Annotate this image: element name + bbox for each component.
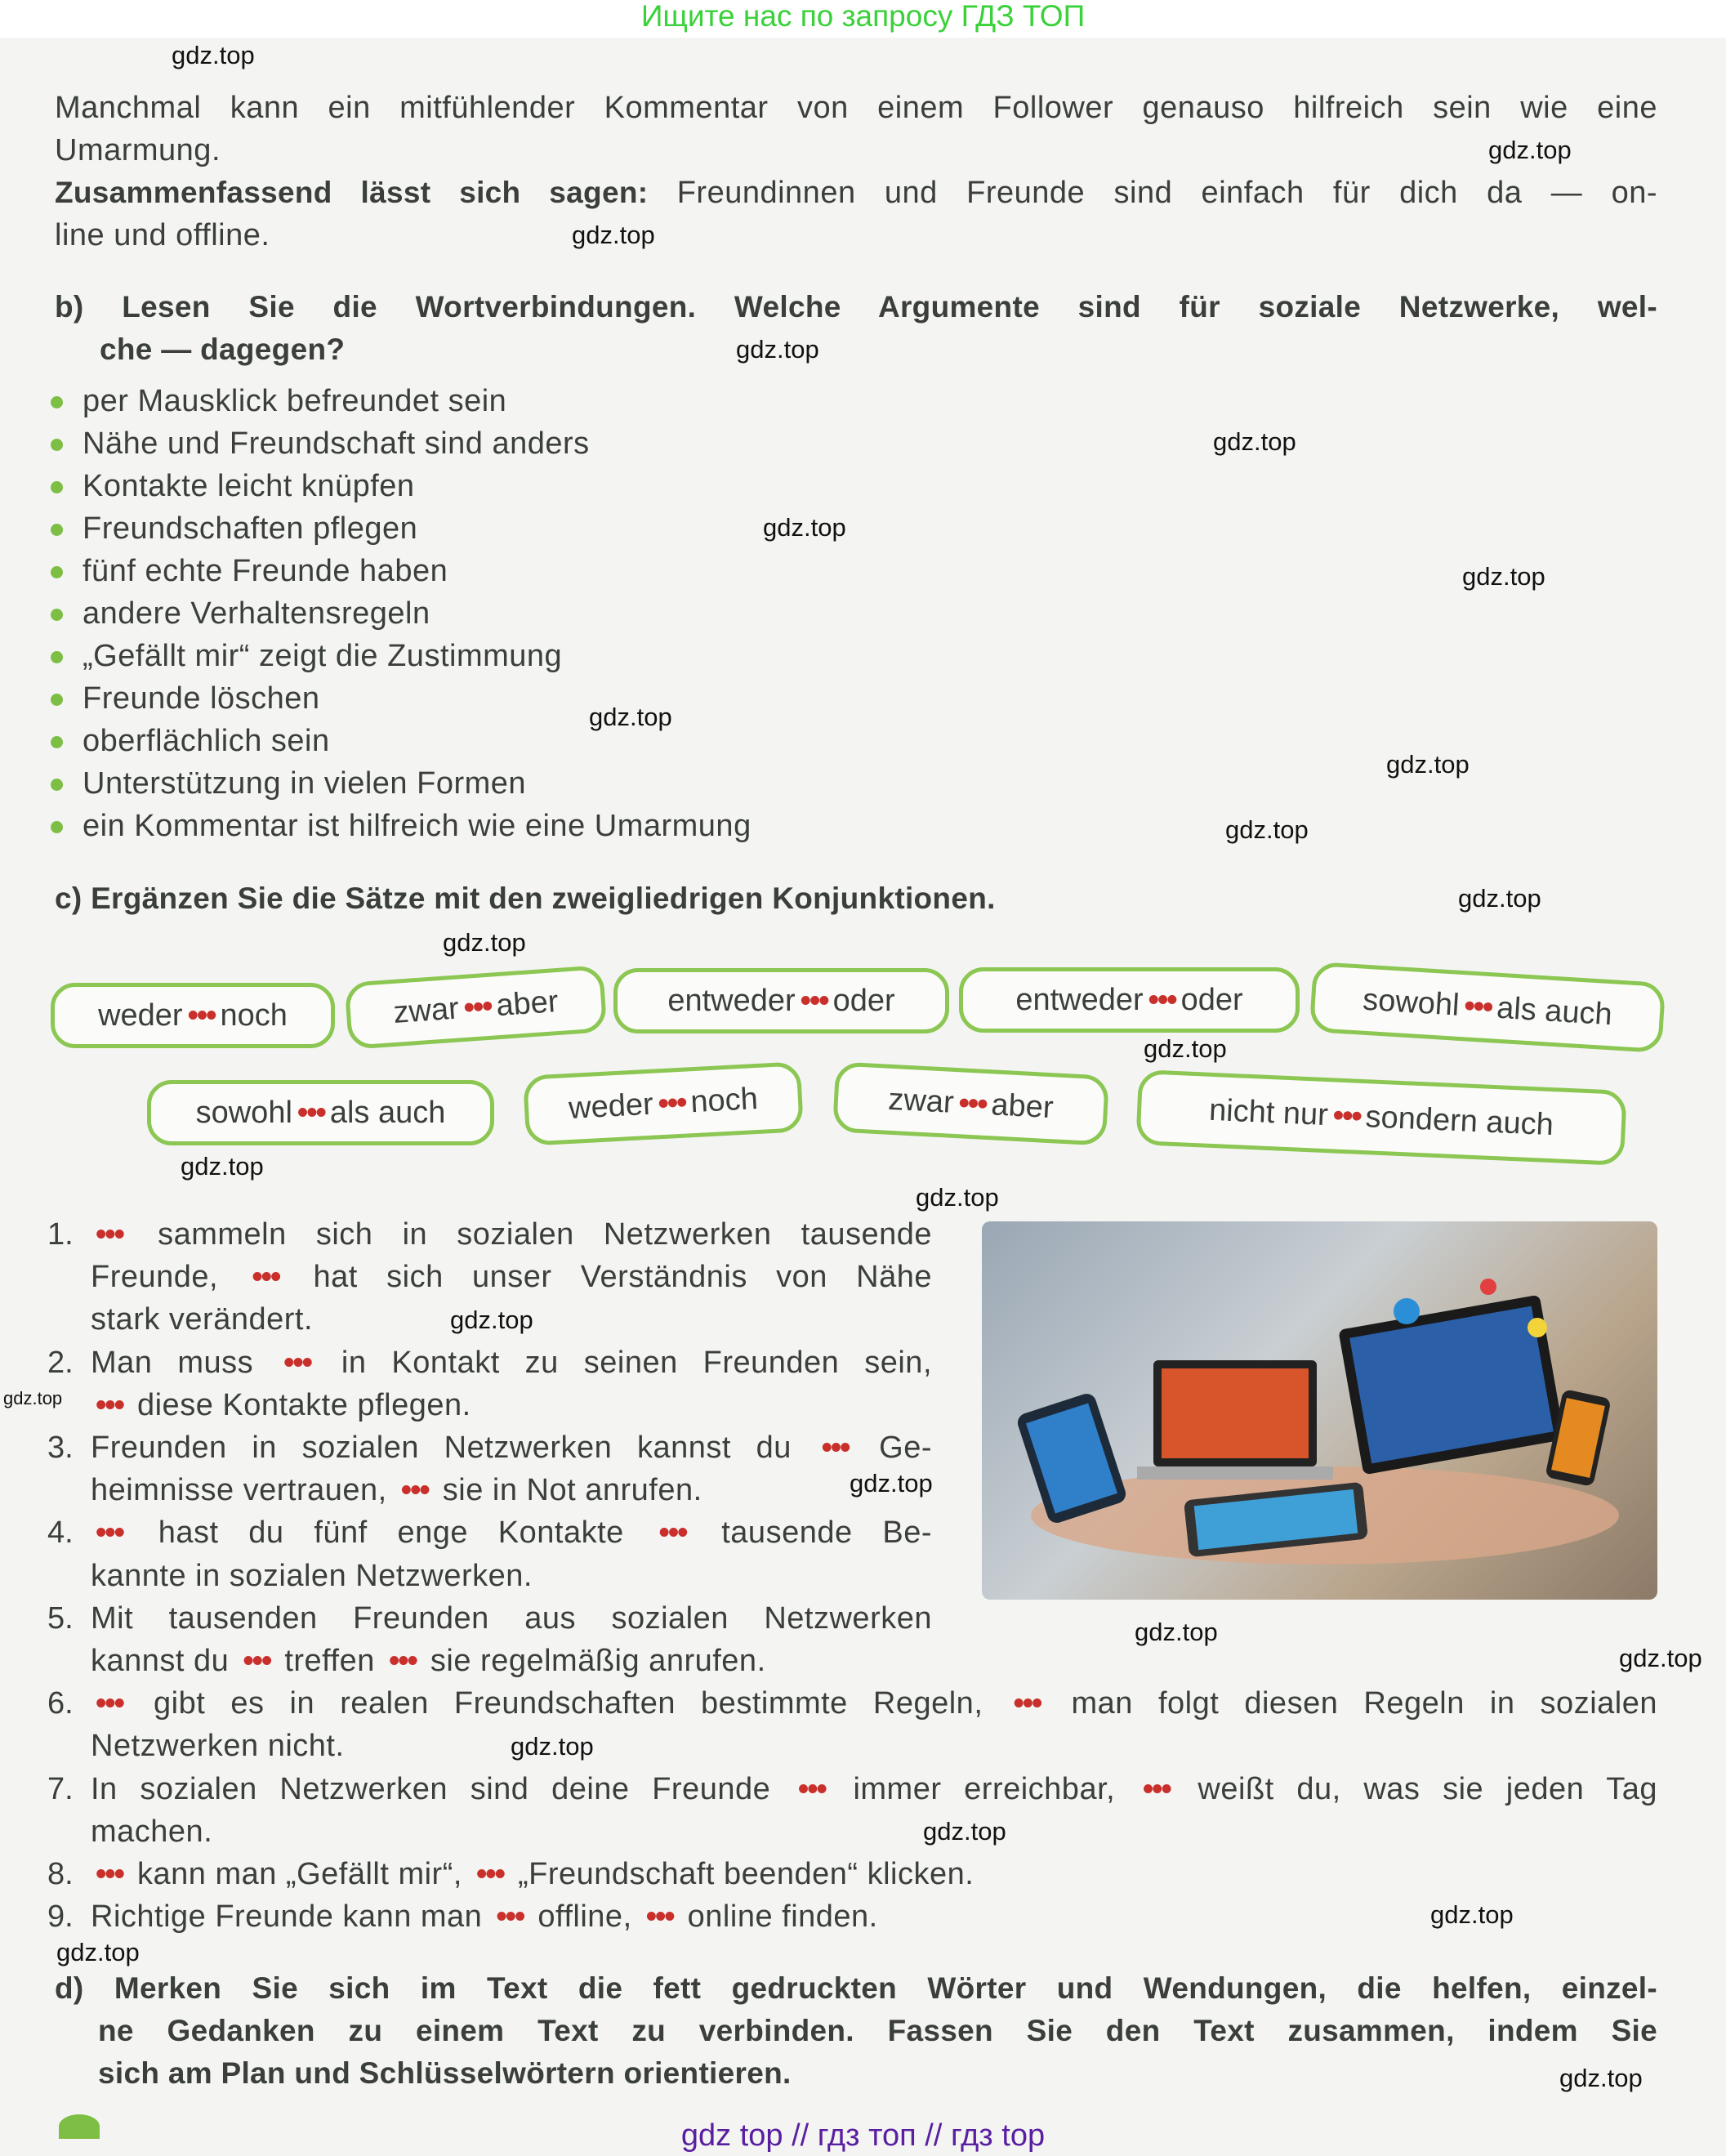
chip-first: weder xyxy=(98,998,183,1033)
exercise-sentence-line: ••• kann man „Gefällt mir“, ••• „Freundschaft beenden“ klicken. xyxy=(96,1857,974,1891)
watermark: gdz.top xyxy=(1386,750,1470,779)
item-number: 8. xyxy=(47,1857,74,1891)
watermark: gdz.top xyxy=(736,335,819,364)
summary-text: Freundinnen und Freunde sind einfach für dich da — on- xyxy=(676,176,1657,210)
ellipsis-dots: ••• xyxy=(96,1387,123,1422)
item-number: 6. xyxy=(47,1686,74,1721)
ellipsis-dots: ••• xyxy=(496,1899,524,1935)
ellipsis-dots: ••• xyxy=(283,1345,311,1380)
chip-first: nicht nur xyxy=(1208,1092,1329,1132)
ellipsis-dots: ••• xyxy=(252,1260,280,1295)
conjunction-chip xyxy=(1135,1069,1626,1166)
bullet-icon xyxy=(51,779,63,791)
summary-bold: Zusammenfassend lässt sich sagen: xyxy=(55,176,649,209)
conjunction-chip xyxy=(832,1061,1109,1145)
watermark: gdz.top xyxy=(850,1469,933,1498)
ellipsis-dots: ••• xyxy=(187,998,216,1033)
ellipsis-dots: ••• xyxy=(821,1431,850,1465)
bullet-icon xyxy=(51,694,63,706)
argument-item: Freundschaften pflegen xyxy=(83,511,418,546)
item-number: 3. xyxy=(47,1431,74,1465)
task-b-heading: b) Lesen Sie die Wortverbindungen. Welche Argumente sind für soziale Netzwerke, wel- xyxy=(55,290,1657,324)
watermark: gdz.top xyxy=(1462,562,1545,591)
watermark: gdz.top xyxy=(916,1183,999,1212)
ellipsis-dots: ••• xyxy=(658,1515,687,1551)
watermark: gdz.top xyxy=(1144,1034,1227,1063)
ellipsis-dots: ••• xyxy=(297,1095,325,1130)
argument-item: ein Kommentar ist hilfreich wie eine Umarmung xyxy=(83,809,752,843)
summary-line-2: line und offline. xyxy=(55,218,270,252)
search-banner: Ищите нас по запросу ГДЗ ТОП xyxy=(640,0,1086,33)
ellipsis-dots: ••• xyxy=(96,1515,123,1551)
watermark: gdz.top xyxy=(1619,1644,1702,1672)
watermark: gdz.top xyxy=(511,1732,594,1761)
bullet-icon xyxy=(51,651,63,663)
exercise-sentence-line: In sozialen Netzwerken sind deine Freunde ••• immer erreichbar, ••• weißt du, was sie jeden Tag xyxy=(91,1771,1658,1806)
chip-second: als auch xyxy=(329,1095,446,1130)
ellipsis-dots: ••• xyxy=(96,1217,123,1252)
exercise-sentence-line: Netzwerken nicht. xyxy=(91,1729,345,1764)
ellipsis-dots: ••• xyxy=(797,1771,826,1806)
bullet-icon xyxy=(51,736,63,748)
bullet-icon xyxy=(51,481,63,493)
exercise-sentence-line: Richtige Freunde kann man ••• offline, ••• online finden. xyxy=(91,1899,878,1935)
argument-item: per Mausklick befreundet sein xyxy=(83,384,507,418)
item-number: 5. xyxy=(47,1600,74,1636)
exercise-sentence-line: kannst du ••• treffen ••• sie regelmäßig anrufen. xyxy=(91,1644,766,1678)
bullet-icon xyxy=(51,524,63,536)
exercise-sentence-line: ••• sammeln sich in sozialen Netzwerken tausende xyxy=(96,1217,932,1252)
chip-second: noch xyxy=(689,1081,759,1119)
chip-first: entweder xyxy=(667,983,796,1018)
social-media-devices-photo xyxy=(982,1221,1657,1600)
argument-item: oberflächlich sein xyxy=(83,724,330,758)
watermark: gdz.top xyxy=(589,703,672,731)
argument-item: „Gefällt mir“ zeigt die Zustimmung xyxy=(83,639,563,673)
argument-item: andere Verhaltensregeln xyxy=(83,596,430,631)
devices-illustration xyxy=(982,1221,1657,1600)
exercise-sentence-line: Man muss ••• in Kontakt zu seinen Freunden sein, xyxy=(91,1345,932,1380)
intro-line: Manchmal kann ein mitfühlender Kommentar von einem Follower genauso hilfreich sein wie eine xyxy=(55,91,1657,125)
watermark: gdz.top xyxy=(1213,427,1296,456)
ellipsis-dots: ••• xyxy=(1331,1097,1362,1134)
exercise-sentence-line: kannte in sozialen Netzwerken. xyxy=(91,1558,533,1593)
task-d-heading: d) Merken Sie sich im Text die fett gedruckten Wörter und Wendungen, die helfen, einzel- xyxy=(55,1971,1657,2005)
footer-watermark: gdz top // гдз топ // гдз top xyxy=(680,2118,1046,2153)
bullet-icon xyxy=(51,609,63,621)
ellipsis-dots: ••• xyxy=(243,1644,271,1678)
exercise-sentence-line: heimnisse vertrauen, ••• sie in Not anrufen. xyxy=(91,1473,702,1508)
ellipsis-dots: ••• xyxy=(957,1085,988,1122)
conjunction-chip xyxy=(147,1080,494,1145)
item-number: 1. xyxy=(47,1217,74,1252)
item-number: 7. xyxy=(47,1771,74,1806)
task-c-heading: c) Ergänzen Sie die Sätze mit den zweigliedrigen Konjunktionen. xyxy=(55,882,996,915)
watermark: gdz.top xyxy=(443,928,526,957)
conjunction-chip xyxy=(345,965,608,1050)
argument-item: Freunde löschen xyxy=(83,681,320,716)
argument-item: Kontakte leicht knüpfen xyxy=(83,469,415,503)
watermark: gdz.top xyxy=(172,41,255,69)
chip-second: als auch xyxy=(1496,990,1613,1032)
chip-first: weder xyxy=(568,1087,654,1126)
ellipsis-dots: ••• xyxy=(1013,1686,1041,1721)
argument-item: Nähe und Freundschaft sind anders xyxy=(83,426,590,461)
exercise-sentence-line: machen. xyxy=(91,1814,213,1849)
bullet-icon xyxy=(51,566,63,578)
task-d-heading: sich am Plan und Schlüsselwörtern orientieren. xyxy=(98,2056,792,2090)
ellipsis-dots: ••• xyxy=(388,1644,417,1678)
bullet-icon xyxy=(51,396,63,408)
ellipsis-dots: ••• xyxy=(1148,982,1176,1017)
watermark: gdz.top xyxy=(1488,136,1572,164)
watermark: gdz.top xyxy=(56,1938,140,1966)
ellipsis-dots: ••• xyxy=(96,1686,123,1721)
chip-second: sondern auch xyxy=(1364,1099,1554,1142)
ellipsis-dots: ••• xyxy=(645,1899,674,1935)
chip-second: oder xyxy=(832,983,895,1018)
exercise-sentence-line: ••• hast du fünf enge Kontakte ••• tausende Be- xyxy=(96,1515,932,1551)
chip-first: zwar xyxy=(887,1082,955,1120)
ellipsis-dots: ••• xyxy=(400,1473,429,1508)
exercise-sentence-line: Freunde, ••• hat sich unser Verständnis von Nähe xyxy=(91,1260,932,1295)
exercise-sentence-line: stark verändert. xyxy=(91,1302,313,1337)
chip-second: aber xyxy=(990,1087,1055,1125)
exercise-sentence-line: ••• diese Kontakte pflegen. xyxy=(96,1387,471,1422)
conjunction-chip xyxy=(613,968,949,1033)
argument-item: fünf echte Freunde haben xyxy=(83,554,448,588)
exercise-sentence-line: ••• gibt es in realen Freundschaften bestimmte Regeln, ••• man folgt diesen Regeln in sozialen xyxy=(96,1686,1657,1721)
watermark: gdz.top xyxy=(450,1306,533,1334)
watermark: gdz.top xyxy=(923,1817,1006,1846)
ellipsis-dots: ••• xyxy=(462,989,493,1025)
summary-line xyxy=(55,172,1657,214)
exercise-sentence-line: Freunden in sozialen Netzwerken kannst du ••• Ge- xyxy=(91,1431,933,1465)
bullet-icon xyxy=(51,821,63,833)
chip-second: noch xyxy=(220,998,288,1033)
conjunction-chip xyxy=(1309,962,1666,1053)
argument-item: Unterstützung in vielen Formen xyxy=(83,766,527,801)
item-number: 9. xyxy=(47,1899,74,1935)
chip-first: sowohl xyxy=(195,1095,292,1130)
exercise-sentence-line: Mit tausenden Freunden aus sozialen Netzwerken xyxy=(91,1600,932,1636)
ellipsis-dots: ••• xyxy=(475,1857,504,1891)
ellipsis-dots: ••• xyxy=(657,1085,687,1121)
watermark: gdz.top xyxy=(1225,815,1309,844)
task-d-heading: ne Gedanken zu einem Text zu verbinden. Fassen Sie den Text zusammen, indem Sie xyxy=(98,2014,1657,2047)
ellipsis-dots: ••• xyxy=(1142,1771,1171,1806)
ellipsis-dots: ••• xyxy=(96,1857,123,1891)
intro-line: Umarmung. xyxy=(55,133,221,167)
chip-first: entweder xyxy=(1015,982,1144,1017)
chip-second: aber xyxy=(494,984,560,1023)
chip-first: zwar xyxy=(392,991,461,1030)
conjunction-chip xyxy=(959,967,1300,1033)
bullet-icon xyxy=(51,439,63,451)
watermark: gdz.top xyxy=(1430,1900,1514,1929)
watermark: gdz.top xyxy=(572,221,655,249)
watermark: gdz.top xyxy=(1458,884,1541,913)
watermark: gdz.top xyxy=(1559,2064,1643,2092)
item-number: 4. xyxy=(47,1515,74,1551)
item-number: 2. xyxy=(47,1345,74,1380)
chip-first: sowohl xyxy=(1362,982,1461,1023)
watermark: gdz.top xyxy=(3,1388,63,1408)
task-b-heading-2: che — dagegen? xyxy=(100,333,346,366)
chip-second: oder xyxy=(1180,982,1243,1017)
conjunction-chip xyxy=(523,1061,804,1146)
ellipsis-dots: ••• xyxy=(800,983,828,1018)
conjunction-chip xyxy=(51,983,335,1048)
watermark: gdz.top xyxy=(1135,1618,1218,1646)
ellipsis-dots: ••• xyxy=(1463,988,1493,1024)
watermark: gdz.top xyxy=(763,513,846,542)
watermark: gdz.top xyxy=(181,1152,264,1181)
